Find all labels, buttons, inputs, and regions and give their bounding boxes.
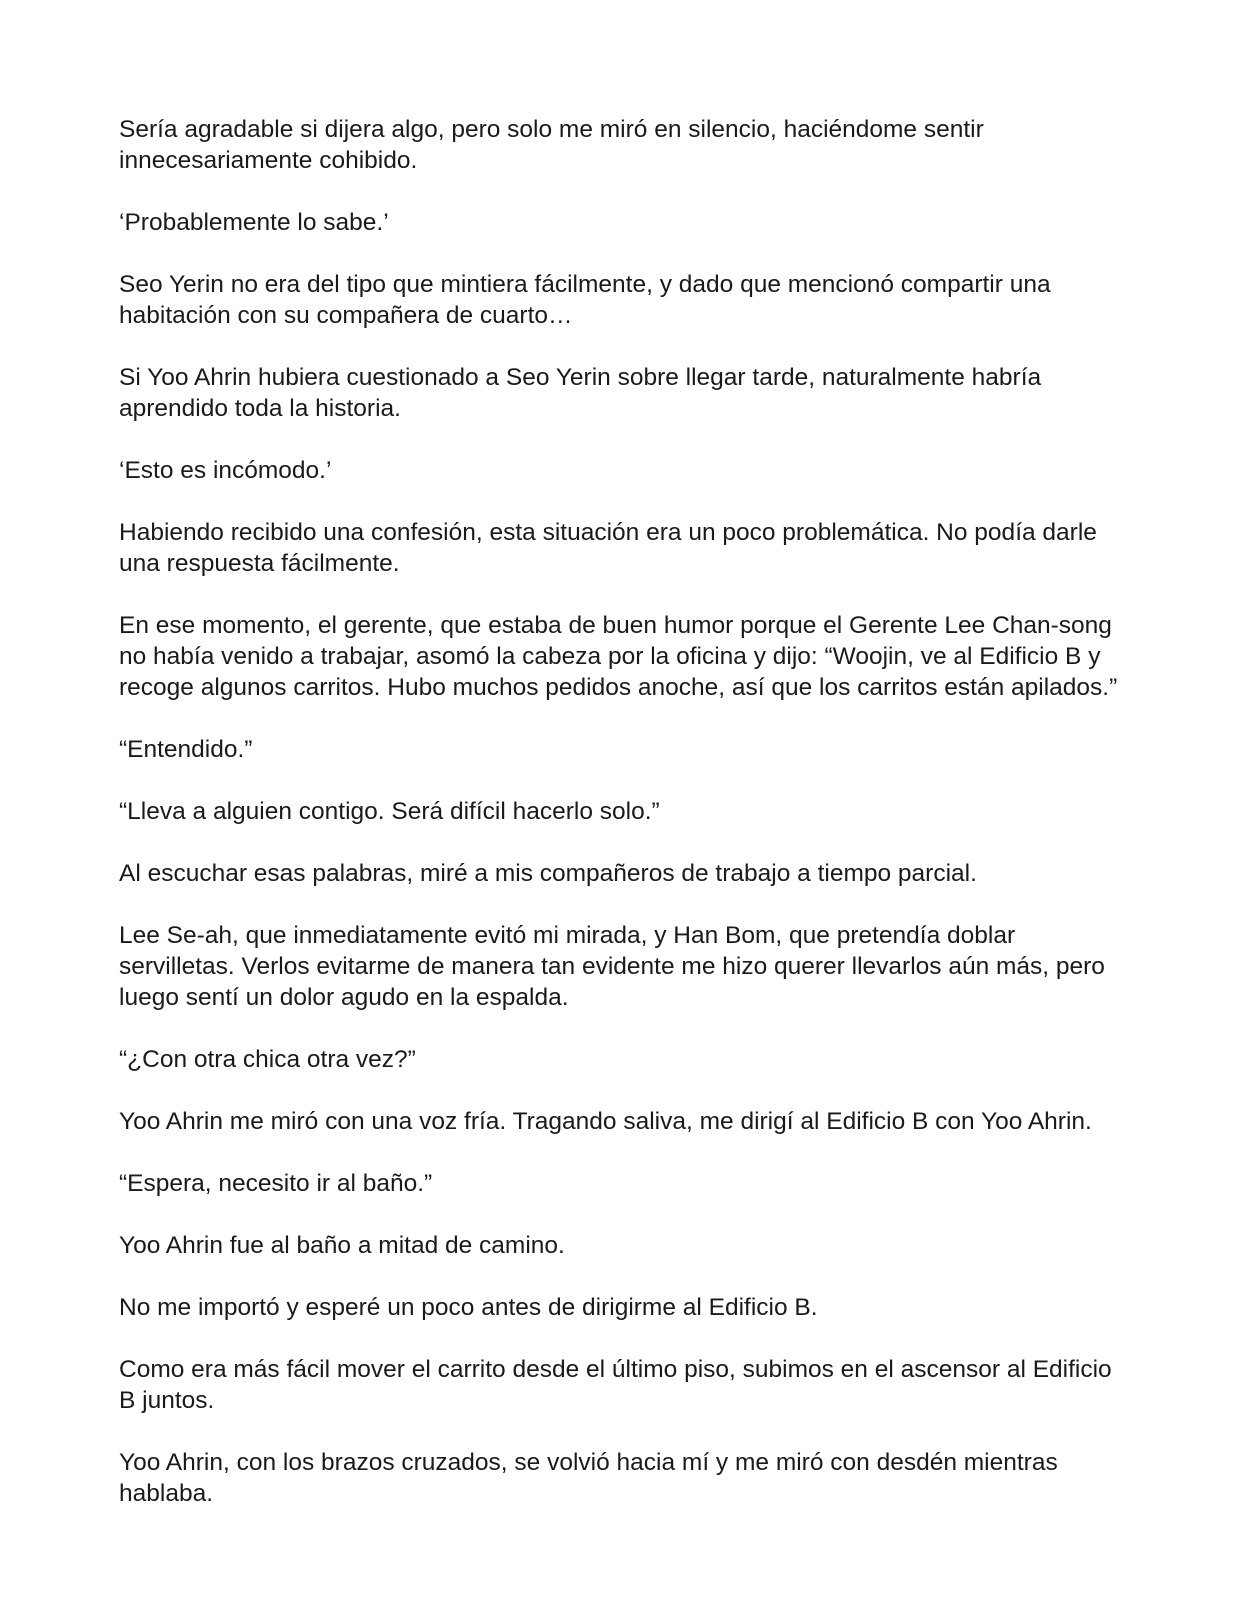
- paragraph-2: ‘Probablemente lo sabe.’: [119, 209, 389, 236]
- paragraph-13: Yoo Ahrin me miró con una voz fría. Tragando saliva, me dirigí al Edificio B con Yoo Ahrin.: [119, 1108, 1092, 1135]
- paragraph-14: “Espera, necesito ir al baño.”: [119, 1170, 433, 1197]
- paragraph-7: En ese momento, el gerente, que estaba de buen humor porque el Gerente Lee Chan-song no había venido a trabajar, asomó la cabeza por la oficina y dijo: “Woojin, ve al Edificio B y recoge algunos carritos. Hubo muchos pedidos anoche, así que los carritos están apilados.”: [119, 612, 1118, 701]
- paragraph-4: Si Yoo Ahrin hubiera cuestionado a Seo Yerin sobre llegar tarde, naturalmente habría aprendido toda la historia.: [119, 364, 1042, 422]
- paragraph-11: Lee Se-ah, que inmediatamente evitó mi mirada, y Han Bom, que pretendía doblar servilletas. Verlos evitarme de manera tan evidente me hizo querer llevarlos aún más, pero luego sentí un dolor agudo en la espalda.: [119, 922, 1105, 1011]
- paragraph-16: No me importó y esperé un poco antes de dirigirme al Edificio B.: [119, 1294, 818, 1321]
- paragraph-8: “Entendido.”: [119, 736, 253, 763]
- paragraph-6: Habiendo recibido una confesión, esta situación era un poco problemática. No podía darle una respuesta fácilmente.: [119, 519, 1097, 577]
- paragraph-17: Como era más fácil mover el carrito desde el último piso, subimos en el ascensor al Edificio B juntos.: [119, 1356, 1112, 1414]
- paragraph-15: Yoo Ahrin fue al baño a mitad de camino.: [119, 1232, 565, 1259]
- paragraph-1: Sería agradable si dijera algo, pero solo me miró en silencio, haciéndome sentir innecesariamente cohibido.: [119, 116, 984, 174]
- text-body: [119, 114, 1129, 1509]
- paragraph-10: Al escuchar esas palabras, miré a mis compañeros de trabajo a tiempo parcial.: [119, 860, 977, 887]
- paragraph-18: Yoo Ahrin, con los brazos cruzados, se volvió hacia mí y me miró con desdén mientras hablaba.: [119, 1449, 1058, 1507]
- paragraph-12: “¿Con otra chica otra vez?”: [119, 1046, 416, 1073]
- paragraph-9: “Lleva a alguien contigo. Será difícil hacerlo solo.”: [119, 798, 660, 825]
- paragraph-5: ‘Esto es incómodo.’: [119, 457, 332, 484]
- paragraph-3: Seo Yerin no era del tipo que mintiera fácilmente, y dado que mencionó compartir una habitación con su compañera de cuarto…: [119, 271, 1051, 329]
